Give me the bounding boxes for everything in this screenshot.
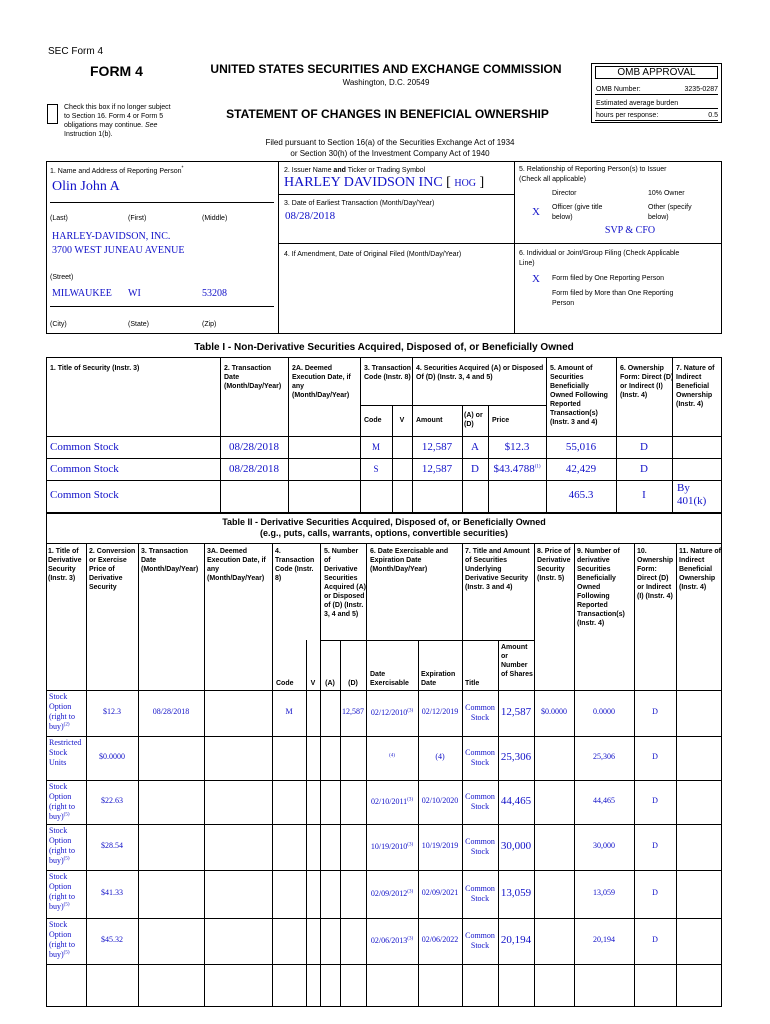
t1-r1-price: $43.4788$^{(1)}$ xyxy=(493,463,541,475)
t2-date: 08/28/2018 xyxy=(152,707,190,716)
t2-conversion: $45.32 xyxy=(101,935,123,944)
t1-r2-title: Common Stock xyxy=(50,489,119,501)
t2-sub-title: Title xyxy=(465,680,480,687)
t1-r1-form: D xyxy=(640,463,648,475)
omb-number-label: OMB Number: xyxy=(596,86,641,93)
street-label: (Street) xyxy=(50,274,74,281)
city-label: (City) xyxy=(50,321,67,328)
t2-header-exercisable: 6. Date Exercisable and Expiration Date (Month/Day/Year) xyxy=(370,548,449,573)
t2-date-exercisable: 02/12/2010$^{(3)}$ xyxy=(370,708,414,717)
t1-sub-code: Code xyxy=(364,417,382,424)
t2-date-exercisable: 10/19/2010$^{(3)}$ xyxy=(370,842,414,851)
t2-conversion: $22.63 xyxy=(101,796,123,805)
officer-title[interactable]: SVP & CFO xyxy=(604,225,656,236)
t2-price: $0.0000 xyxy=(541,707,567,716)
t1-r1-title: Common Stock xyxy=(50,463,119,475)
t2-sub-expiration: Expiration Date xyxy=(421,671,456,687)
t2-shares: 20,194 xyxy=(500,934,532,946)
t2-underlying-title: Common Stock xyxy=(465,703,495,722)
t2-underlying-title: Common Stock xyxy=(465,748,495,767)
t2-owned: 44,465 xyxy=(593,796,615,805)
issuer-ticker[interactable]: HOG xyxy=(454,178,477,189)
t1-sub-v: V xyxy=(399,417,405,424)
t2-underlying-title: Common Stock xyxy=(465,884,495,903)
t2-expiration: (4) xyxy=(435,752,445,761)
t1-r0-form: D xyxy=(640,441,648,453)
officer-check-mark[interactable]: X xyxy=(532,206,540,218)
t2-owned: 20,194 xyxy=(593,935,615,944)
t2-sub-d: (D) xyxy=(348,680,358,687)
t1-header-nature: 7. Nature of Indirect Beneficial Ownership (Instr. 4) xyxy=(676,365,715,408)
t2-header-form: 10. Ownership Form: Direct (D) or Indirect (I) (Instr. 4) xyxy=(637,548,674,600)
commission-address: Washington, D.C. 20549 xyxy=(342,78,430,87)
reporting-person-label: 1. Name and Address of Reporting Person* xyxy=(50,165,184,175)
t2-title: Stock Option (right to buy)$^{(5)}$ xyxy=(49,826,75,865)
t2-owned: 25,306 xyxy=(593,752,615,761)
t2-expiration: 02/06/2022 xyxy=(421,935,459,944)
t2-sub-amount-shares: Amount or Number of Shares xyxy=(501,644,533,678)
t2-date-exercisable: 02/06/2013$^{(3)}$ xyxy=(370,936,414,945)
filed-pursuant: Filed pursuant to Section 16(a) of the Securities Exchange Act of 1934 or Section 30(h) of the Investment Company Act of 1940 xyxy=(265,138,515,158)
earliest-date-label: 3. Date of Earliest Transaction (Month/Day/Year) xyxy=(284,200,435,207)
t2-conversion: $12.3 xyxy=(103,707,121,716)
t1-r0-owned: 55,016 xyxy=(565,441,597,453)
t2-shares: 13,059 xyxy=(500,887,532,899)
table2-title: Table II - Derivative Securities Acquired, Disposed of, or Beneficially Owned (e.g., puts, calls, warrants, options, convertible securities) xyxy=(222,517,546,538)
t2-date-exercisable: (4) xyxy=(389,753,395,759)
form-title: FORM 4 xyxy=(90,63,143,79)
t1-r1-aord: D xyxy=(471,463,479,475)
t1-sub-amount: Amount xyxy=(416,417,443,424)
t2-sub-a: (A) xyxy=(325,680,335,687)
t2-shares: 44,465 xyxy=(500,795,532,807)
issuer-label: 2. Issuer Name and Ticker or Trading Symbol xyxy=(284,167,426,174)
t1-r1-amount: 12,587 xyxy=(421,463,453,475)
t1-r0-aord: A xyxy=(471,441,479,453)
t1-sub-price: Price xyxy=(492,417,510,424)
one-person-check-mark[interactable]: X xyxy=(532,273,540,285)
ten-pct-owner-label: 10% Owner xyxy=(648,190,685,197)
officer-label: Officer (give title below) xyxy=(552,204,603,221)
director-label: Director xyxy=(552,190,577,197)
t2-header-code: 4. Transaction Code (Instr. 8) xyxy=(275,548,315,582)
middle-label: (Middle) xyxy=(202,215,228,222)
t2-form: D xyxy=(652,752,658,761)
t2-owned: 30,000 xyxy=(593,841,615,850)
t2-owned: 0.0000 xyxy=(593,707,615,716)
reporting-person-state[interactable]: WI xyxy=(128,288,141,299)
state-label: (State) xyxy=(128,321,150,328)
t1-header-form: 6. Ownership Form: Direct (D) or Indirect (I) (Instr. 4) xyxy=(620,365,674,399)
t2-header-owned: 9. Number of derivative Securities Beneficially Owned Following Reported Transaction(s) (Instr. 4) xyxy=(577,548,625,627)
t1-r0-amount: 12,587 xyxy=(421,441,453,453)
table1-title: Table I - Non-Derivative Securities Acquired, Disposed of, or Beneficially Owned xyxy=(194,342,574,353)
t1-r0-price: $12.3 xyxy=(504,441,530,453)
t2-expiration: 02/10/2020 xyxy=(421,796,459,805)
reporting-person-zip[interactable]: 53208 xyxy=(202,288,227,299)
t2-form: D xyxy=(652,796,658,805)
t2-owned: 13,059 xyxy=(593,888,615,897)
t1-r2-form: I xyxy=(642,489,646,501)
no-longer-subject-checkbox[interactable] xyxy=(47,104,58,124)
t2-header-deemed: 3A. Deemed Execution Date, if any (Month/Day/Year) xyxy=(207,548,266,582)
omb-number-value: 3235-0287 xyxy=(684,86,718,93)
t1-sub-aord: (A) or (D) xyxy=(464,412,483,428)
t1-r1-owned: 42,429 xyxy=(565,463,597,475)
t2-title: Stock Option (right to buy)$^{(5)}$ xyxy=(49,872,75,911)
one-person-label: Form filed by One Reporting Person xyxy=(552,275,665,282)
t1-header-code: 3. Transaction Code (Instr. 8) xyxy=(364,365,412,381)
t2-sub-v: V xyxy=(310,680,316,687)
t1-r0-date: 08/28/2018 xyxy=(228,441,280,453)
t2-shares: 12,587 xyxy=(500,706,532,718)
t1-header-title: 1. Title of Security (Instr. 3) xyxy=(50,365,140,372)
commission-title: UNITED STATES SECURITIES AND EXCHANGE COMMISSION xyxy=(210,62,562,76)
t1-r0-code: M xyxy=(371,442,380,452)
t2-conversion: $41.33 xyxy=(101,888,123,897)
t1-header-owned: 5. Amount of Securities Beneficially Owned Following Reported Transaction(s) (Instr. 3 and 4) xyxy=(550,365,608,426)
t1-r1-code: S xyxy=(373,464,379,474)
t1-r2-owned: 465.3 xyxy=(568,489,594,501)
t1-header-acquired: 4. Securities Acquired (A) or Disposed Of (D) (Instr. 3, 4 and 5) xyxy=(416,365,544,381)
t2-expiration: 02/09/2021 xyxy=(421,888,459,897)
filing-label: 6. Individual or Joint/Group Filing (Check Applicable Line) xyxy=(519,250,680,267)
issuer-name-line: HARLEY DAVIDSON INC [ HOG ] xyxy=(284,175,485,190)
t2-title: Restricted Stock Units xyxy=(49,738,82,767)
t2-form: D xyxy=(652,841,658,850)
t1-header-date: 2. Transaction Date (Month/Day/Year) xyxy=(224,365,282,390)
t2-underlying-title: Common Stock xyxy=(465,837,495,856)
reporting-person-address[interactable]: HARLEY-DAVIDSON, INC. 3700 WEST JUNEAU AVENUE xyxy=(52,231,185,256)
more-persons-label: Form filed by More than One Reporting Person xyxy=(552,290,674,307)
t2-header-underlying: 7. Title and Amount of Securities Underlying Derivative Security (Instr. 3 and 4) xyxy=(465,548,530,591)
t2-code: M xyxy=(285,707,293,716)
t2-conversion: $28.54 xyxy=(101,841,123,850)
t2-expiration: 10/19/2019 xyxy=(421,841,459,850)
omb-burden-label: Estimated average burden xyxy=(596,100,679,107)
t1-r1-date: 08/28/2018 xyxy=(228,463,280,475)
t2-header-nature: 11. Nature of Indirect Beneficial Ownership (Instr. 4) xyxy=(679,548,722,591)
t2-underlying-title: Common Stock xyxy=(465,792,495,811)
omb-title: OMB APPROVAL xyxy=(595,66,718,79)
t2-date-exercisable: 02/10/2011$^{(3)}$ xyxy=(371,797,413,806)
t2-underlying-title: Common Stock xyxy=(465,931,495,950)
reporting-person-name[interactable]: Olin John A xyxy=(52,179,120,194)
last-label: (Last) xyxy=(50,215,68,222)
t2-form: D xyxy=(652,935,658,944)
other-label: Other (specify below) xyxy=(648,204,692,221)
t2-header-price: 8. Price of Derivative Security (Instr. 5) xyxy=(537,548,571,582)
checkbox-instructions: Check this box if no longer subject to Section 16. Form 4 or Form 5 obligations may continue. See Instruction 1(b). xyxy=(64,104,171,138)
t2-title: Stock Option (right to buy)$^{(5)}$ xyxy=(49,920,75,959)
t2-date-exercisable: 02/09/2012$^{(3)}$ xyxy=(370,889,414,898)
t2-header-number: 5. Number of Derivative Securities Acquired (A) or Disposed of (D) (Instr. 3, 4 and 5) xyxy=(324,548,366,618)
omb-hours-label: hours per response: xyxy=(596,112,659,119)
statement-title: STATEMENT OF CHANGES IN BENEFICIAL OWNERSHIP xyxy=(226,107,549,121)
t1-r2-nature: By 401(k) xyxy=(677,482,707,507)
zip-label: (Zip) xyxy=(202,321,217,328)
t2-title: Stock Option (right to buy)$^{(2)}$ xyxy=(49,692,75,731)
reporting-person-city[interactable]: MILWAUKEE xyxy=(52,288,112,299)
earliest-date-value[interactable]: 08/28/2018 xyxy=(285,210,336,222)
omb-hours-value: 0.5 xyxy=(708,112,718,119)
t2-header-conversion: 2. Conversion or Exercise Price of Derivative Security xyxy=(89,548,136,591)
t2-form: D xyxy=(652,888,658,897)
t2-sub-date-exercisable: Date Exercisable xyxy=(370,671,409,687)
relationship-label: 5. Relationship of Reporting Person(s) to Issuer (Check all applicable) xyxy=(519,166,667,183)
t2-d: 12,587 xyxy=(342,707,364,716)
issuer-name[interactable]: HARLEY DAVIDSON INC xyxy=(284,175,443,190)
t2-sub-code: Code xyxy=(276,680,294,687)
first-label: (First) xyxy=(128,215,147,222)
t2-conversion: $0.0000 xyxy=(99,752,125,761)
t2-shares: 30,000 xyxy=(500,840,532,852)
t2-header-title: 1. Title of Derivative Security (Instr. 3) xyxy=(48,548,82,582)
t2-header-date: 3. Transaction Date (Month/Day/Year) xyxy=(141,548,199,573)
sec-form-label: SEC Form 4 xyxy=(48,46,104,57)
t2-shares: 25,306 xyxy=(500,751,532,763)
t1-r0-title: Common Stock xyxy=(50,441,119,453)
t1-header-deemed: 2A. Deemed Execution Date, if any (Month/Day/Year) xyxy=(292,365,351,399)
t2-title: Stock Option (right to buy)$^{(5)}$ xyxy=(49,782,75,821)
t2-expiration: 02/12/2019 xyxy=(421,707,459,716)
t2-form: D xyxy=(652,707,658,716)
amendment-label: 4. If Amendment, Date of Original Filed (Month/Day/Year) xyxy=(284,251,462,258)
